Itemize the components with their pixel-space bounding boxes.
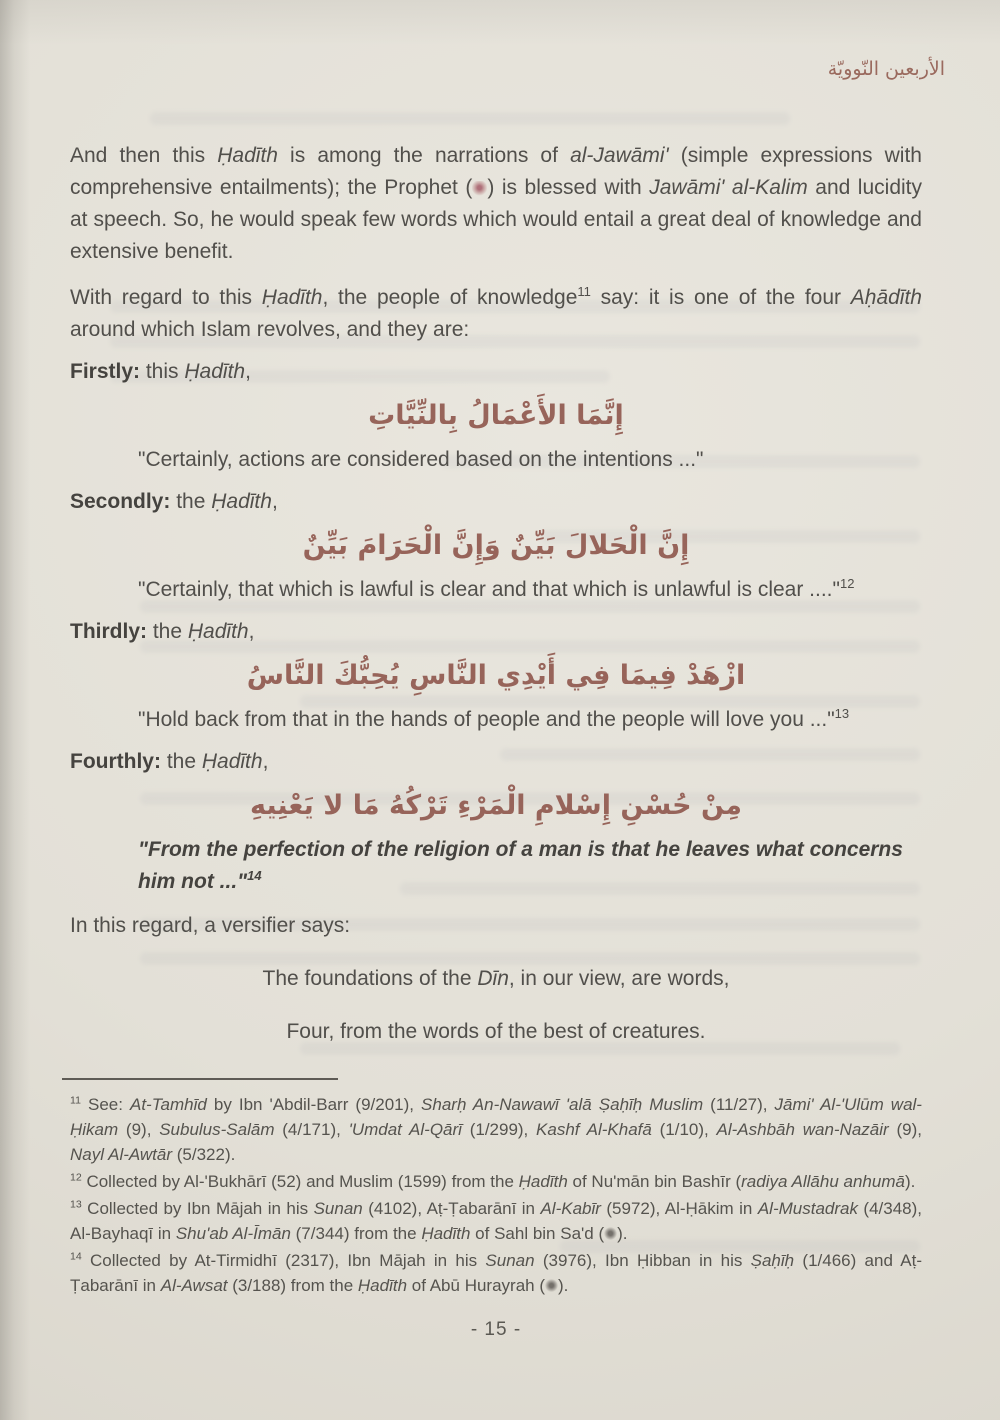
hadith-arabic-text: إِنَّ الْحَلالَ بَيِّنٌ وَإِنَّ الْحَرَامَ بَيِّنٌ (302, 530, 690, 561)
hadith-item-first (70, 356, 922, 476)
hadith-label: Secondly: the Ḥadīth, (70, 490, 278, 513)
hadith-arabic-text: مِنْ حُسْنِ إِسْلامِ الْمَرْءِ تَرْكُهُ مَا لا يَعْنِيهِ (250, 790, 742, 821)
versifier-intro: In this regard, a versifier says: (70, 914, 351, 937)
paragraph-jawami: And then this Ḥadīth is among the narrations of al-Jawāmi' (simple expressions with comprehensive entailments); the Prophet ( ) is blessed with Jawāmi' al-Kalim and lucidity at speech. So, he would speak few words which would entail a great deal of knowledge and extensive benefit. (70, 144, 923, 263)
hadith-item-third (70, 616, 922, 736)
verse-line-1: The foundations of the Dīn, in our view, are words, (262, 967, 730, 990)
hadith-item-fourth (70, 746, 922, 898)
footnote-11: $^{11}$ See: At-Tamhīd by Ibn 'Abdil-Barr (9/201), Sharḥ An-Nawawī 'alā Ṣaḥīḥ Muslim (11/27), Jāmi' Al-'Ulūm wal-Ḥikam (9), Subulus-Salām (4/171), 'Umdat Al-Qārī (1/299), Kashf Al-Khafā (1/10), Al-Ashbāh wan-Nazāir (9), Nayl Al-Awtār (5/322). (70, 1094, 922, 1164)
footnotes-section (70, 1092, 922, 1298)
footnote-13: $^{13}$ Collected by Ibn Mājah in his Sunan (4102), Aṭ-Ṭabarānī in Al-Kabīr (5972), Al-Ḥākim in Al-Mustadrak (4/348), Al-Bayhaqī in Shu'ab Al-Īmān (7/344) from the Ḥadīth of Sahl bin Sa'd ( ). (70, 1198, 923, 1243)
hadith-label: Fourthly: the Ḥadīth, (70, 750, 269, 773)
footnote-14: $^{14}$ Collected by At-Tirmidhī (2317), Ibn Mājah in his Sunan (3976), Ibn Ḥibban in his Ṣaḥīḥ (1/466) and Aṭ-Ṭabarānī in Al-Awsat (3/188) from the Ḥadīth of Abū Hurayrah ( ). (70, 1250, 922, 1295)
paragraph-four-ahadith: With regard to this Ḥadīth, the people of knowledge$^{11}$ say: it is one of the four Aḥādīth around which Islam revolves, and they are: (70, 284, 922, 341)
hadith-label: Firstly: this Ḥadīth, (70, 360, 251, 383)
hadith-arabic-text: إِنَّمَا الأَعْمَالُ بِالنِّيَّاتِ (368, 400, 624, 431)
hadith-translation: "Certainly, actions are considered based on the intentions ..." (138, 448, 704, 471)
page-number: - 15 - (470, 1319, 522, 1340)
running-header-arabic: الأربعين النّوويّة (827, 58, 945, 80)
prophet-honorific-icon (472, 181, 487, 196)
hadith-translation: "From the perfection of the religion of a man is that he leaves what concerns him not ..."$^{14}$ (138, 838, 903, 893)
hadith-translation: "Certainly, that which is lawful is clear and that which is unlawful is clear ...."$^{12}$ (138, 576, 855, 601)
hadith-item-second (70, 486, 922, 606)
companion-honorific-icon (604, 1227, 617, 1240)
footnote-12: $^{12}$ Collected by Al-'Bukhārī (52) and Muslim (1599) from the Ḥadīth of Nu'mān bin Bashīr (radiya Allāhu anhumā). (70, 1171, 916, 1191)
companion-honorific-icon (545, 1279, 558, 1292)
verse-line-2: Four, from the words of the best of creatures. (286, 1020, 706, 1043)
footnote-divider (62, 1078, 338, 1080)
hadith-label: Thirdly: the Ḥadīth, (70, 620, 255, 643)
hadith-arabic-text: ازْهَدْ فِيمَا فِي أَيْدِي النَّاسِ يُحِبُّكَ النَّاسُ (246, 660, 746, 691)
hadith-translation: "Hold back from that in the hands of people and the people will love you ..."$^{13}$ (138, 706, 850, 731)
